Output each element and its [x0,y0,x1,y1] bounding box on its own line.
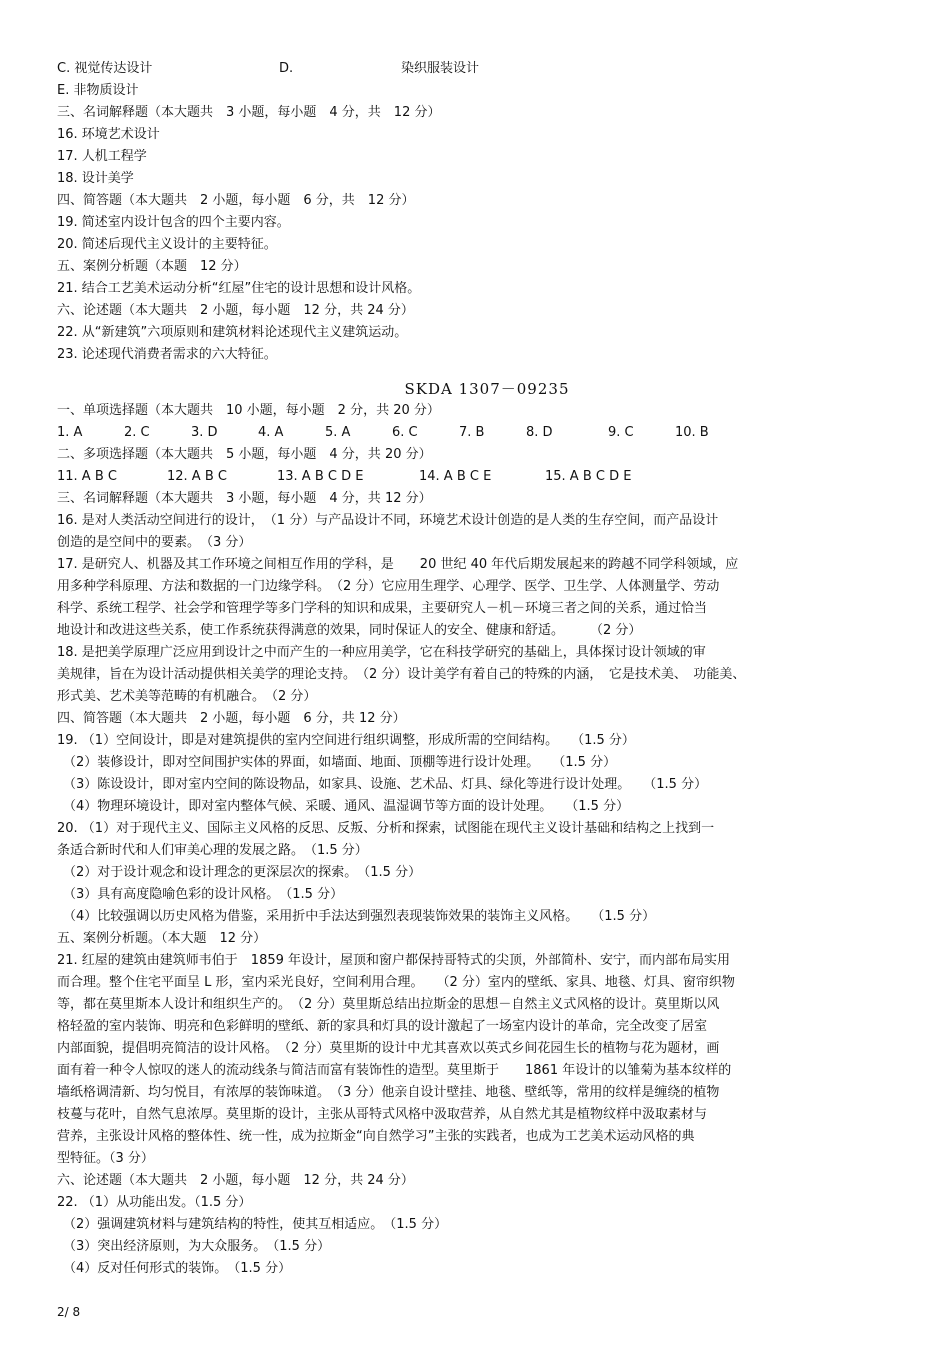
answer-line: 科学、系统工程学、社会学和管理学等多门学科的知识和成果，主要研究人－机－环境三者之间的关系，通过恰当 [57,601,708,616]
question-line: 20. 简述后现代主义设计的主要特征。 [57,237,277,252]
multi-choice-answer: 12. A B C [167,469,227,484]
single-choice-answer: 1. A [57,425,83,440]
answer-line: 格轻盈的室内装饰、明亮和色彩鲜明的壁纸、新的家具和灯具的设计激起了一场室内设计的革命，完全改变了居室 [57,1019,708,1034]
question-line: 五、案例分析题（本题 12 分） [57,259,247,274]
answer-line: 六、论述题（本大题共 2 小题，每小题 12 分，共 24 分） [57,1173,414,1188]
single-choice-answer: 8. D [526,425,553,440]
answer-line: （2）装修设计，即对空间围护实体的界面，如墙面、地面、顶棚等进行设计处理。 （1.5 分） [63,755,617,770]
multi-choice-answer: 14. A B C E [419,469,492,484]
question-line: 19. 简述室内设计包含的四个主要内容。 [57,215,290,230]
multi-choice-answers [57,466,917,488]
answer-line: 20. （1）对于现代主义、国际主义风格的反思、反叛、分析和探索，试图能在现代主义设计基础和结构之上找到一 [57,821,715,836]
section-title-single-choice: 一、单项选择题（本大题共 10 小题，每小题 2 分，共 20 分） [57,403,440,418]
question-line: 22. 从“新建筑”六项原则和建筑材料论述现代主义建筑运动。 [57,325,408,340]
answer-line: 美规律，旨在为设计活动提供相关美学的理论支持。 （2 分）设计美学有着自己的特殊的内涵， 它是技术美、 功能美、 [57,667,746,682]
page-number: 2/ 8 [57,1305,81,1319]
question-section [57,102,917,366]
question-line: 17. 人机工程学 [57,149,147,164]
answer-line: 三、名词解释题（本大题共 3 小题，每小题 4 分，共 12 分） [57,491,432,506]
document-page [57,58,917,1280]
answer-line: （2）对于设计观念和设计理念的更深层次的探索。 （1.5 分） [63,865,422,880]
answer-line: 创造的是空间中的要素。 （3 分） [57,535,252,550]
answer-line: 等，都在莫里斯本人设计和组织生产的。 （2 分）莫里斯总结出拉斯金的思想－自然主义式风格的设计。莫里斯以风 [57,997,720,1012]
option-c: C. 视觉传达设计 [57,61,153,76]
question-line: 23. 论述现代消费者需求的六大特征。 [57,347,277,362]
answer-line: （3）陈设设计，即对室内空间的陈设物品，如家具、设施、艺术品、灯具、绿化等进行设计处理。 （1.5 分） [63,777,708,792]
answer-line: 22. （1）从功能出发。（1.5 分） [57,1195,252,1210]
answer-line: 面有着一种令人惊叹的迷人的流动线条与简洁而富有装饰性的造型。莫里斯于 1861 年设计的以雏菊为基本纹样的 [57,1063,732,1078]
answer-section [57,488,917,1280]
question-line: 18. 设计美学 [57,171,134,186]
answer-line: （2）强调建筑材料与建筑结构的特性，使其互相适应。 （1.5 分） [63,1217,448,1232]
answer-line: 16. 是对人类活动空间进行的设计， （1 分）与产品设计不同，环境艺术设计创造的是人类的生存空间，而产品设计 [57,513,719,528]
answer-line: 内部面貌，提倡明亮简洁的设计风格。 （2 分）莫里斯的设计中尤其喜欢以英式乡间花园生长的植物与花为题材，画 [57,1041,720,1056]
answer-line: 17. 是研究人、机器及其工作环境之间相互作用的学科，是 20 世纪 40 年代后期发展起来的跨越不同学科领域，应 [57,557,739,572]
question-line: 六、论述题（本大题共 2 小题，每小题 12 分，共 24 分） [57,303,414,318]
answer-line: 21. 红屋的建筑由建筑师韦伯于 1859 年设计，屋顶和窗户都保持哥特式的尖顶，外部简朴、安宁，而内部布局实用 [57,953,731,968]
multi-choice-answer: 11. A B C [57,469,117,484]
answer-line: 营养，主张设计风格的整体性、统一性，成为拉斯金“向自然学习”主张的实践者，也成为工艺美术运动风格的典 [57,1129,695,1144]
single-choice-answer: 7. B [459,425,485,440]
single-choice-answers [57,422,917,444]
answer-line: 条适合新时代和人们审美心理的发展之路。 （1.5 分） [57,843,368,858]
option-d: D. [279,61,294,76]
answer-line: 枝蔓与花叶，自然气息浓厚。莫里斯的设计，主张从哥特式风格中汲取营养，从自然尤其是植物纹样中汲取素材与 [57,1107,708,1122]
answer-line: 形式美、艺术美等范畴的有机融合。 （2 分） [57,689,317,704]
answer-line: 墙纸格调清新、均匀悦目，有浓厚的装饰味道。 （3 分）他亲自设计壁挂、地毯、壁纸等，常用的纹样是缠绕的植物 [57,1085,720,1100]
answer-line: 五、案例分析题。（本大题 12 分） [57,931,267,946]
multi-choice-answer: 15. A B C D E [545,469,632,484]
answer-key-header: SKDA 1307－09235 [404,380,570,398]
answer-line: （4）反对任何形式的装饰。 （1.5 分） [63,1261,292,1276]
single-choice-answer: 4. A [258,425,284,440]
option-e: E. 非物质设计 [57,83,139,98]
answer-line: 地设计和改进这些关系，使工作系统获得满意的效果，同时保证人的安全、健康和舒适。 （2 分） [57,623,642,638]
section-title-multi-choice: 二、多项选择题（本大题共 5 小题，每小题 4 分，共 20 分） [57,447,432,462]
answer-line: 19. （1）空间设计，即是对建筑提供的室内空间进行组织调整，形成所需的空间结构。 （1.5 分） [57,733,635,748]
answer-line: 18. 是把美学原理广泛应用到设计之中而产生的一种应用美学，它在科技学研究的基础上，具体探讨设计领域的审 [57,645,706,660]
option-line-c-d [57,58,917,80]
answer-line: （3）具有高度隐喻色彩的设计风格。 （1.5 分） [63,887,344,902]
single-choice-answer: 2. C [124,425,150,440]
single-choice-answer: 5. A [325,425,351,440]
answer-line: 用多种学科原理、方法和数据的一门边缘学科。 （2 分）它应用生理学、心理学、医学、卫生学、人体测量学、劳动 [57,579,720,594]
answer-line: （4）比较强调以历史风格为借鉴，采用折中手法达到强烈表现装饰效果的装饰主义风格。 （1.5 分） [63,909,656,924]
question-line: 21. 结合工艺美术运动分析“红屋”住宅的设计思想和设计风格。 [57,281,421,296]
single-choice-answer: 3. D [191,425,218,440]
answer-line: 而合理。整个住宅平面呈 L 形，室内采光良好，空间利用合理。 （2 分）室内的壁纸、家具、地毯、灯具、窗帘织物 [57,975,735,990]
answer-line: （3）突出经济原则，为大众服务。 （1.5 分） [63,1239,331,1254]
multi-choice-answer: 13. A B C D E [277,469,364,484]
question-line: 三、名词解释题（本大题共 3 小题，每小题 4 分，共 12 分） [57,105,441,120]
single-choice-answer: 9. C [608,425,634,440]
single-choice-answer: 10. B [675,425,709,440]
answer-line: 型特征。（3 分） [57,1151,154,1166]
option-d-text: 染织服装设计 [401,61,480,76]
question-line: 16. 环境艺术设计 [57,127,160,142]
question-line: 四、简答题（本大题共 2 小题，每小题 6 分，共 12 分） [57,193,415,208]
answer-line: （4）物理环境设计，即对室内整体气候、采暖、通风、温湿调节等方面的设计处理。 （1.5 分） [63,799,630,814]
single-choice-answer: 6. C [392,425,418,440]
answer-line: 四、简答题（本大题共 2 小题，每小题 6 分，共 12 分） [57,711,406,726]
